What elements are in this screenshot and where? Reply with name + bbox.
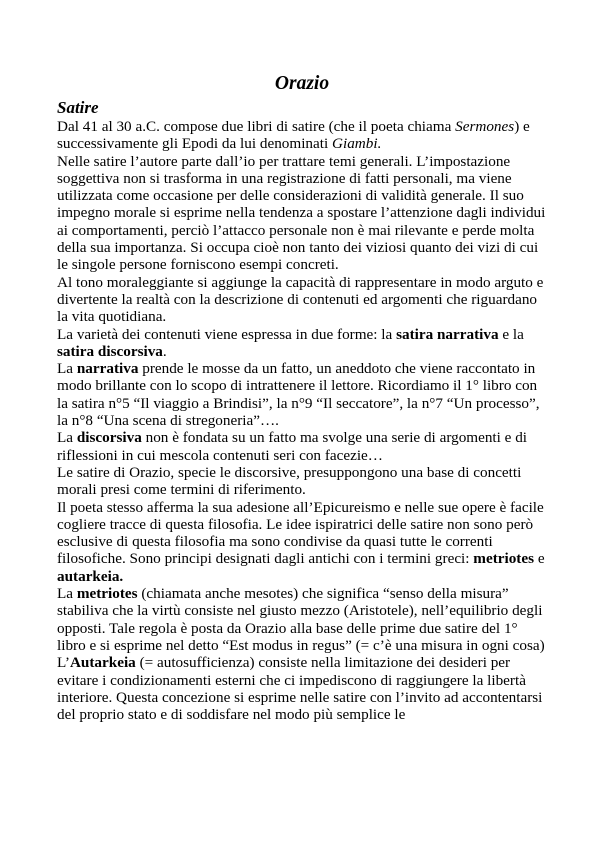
document-body bbox=[57, 118, 547, 723]
bold-term: discorsiva bbox=[76, 429, 142, 447]
text-run: Il poeta stesso afferma la sua adesione all’Epicureismo e nelle sue opere è facile cogliere tracce di questa filosofia. Le idee ispiratrici delle satire non sono però esclusive di questa filosofia ma sono condivise da quasi tutte le correnti filosofiche. Sono principi designati dagli antichi con i termini greci: bbox=[57, 498, 544, 568]
bold-term: satira discorsiva bbox=[57, 342, 163, 360]
bold-term: Autarkeia bbox=[69, 654, 136, 672]
text-run: (= autosufficienza) consiste nella limitazione dei desideri per evitare i condizionamenti esterni che ci impediscono di raggiungere la libertà interiore. Questa concezione si esprime nelle satire con l’invito ad accontentarsi del proprio stato e di soddisfare nel modo più semplice le bbox=[57, 654, 543, 724]
text-run: . bbox=[162, 342, 167, 360]
text-run: e la bbox=[498, 325, 524, 343]
text-run: L’ bbox=[57, 654, 70, 672]
text-run: Le satire di Orazio, specie le discorsive, presuppongono una base di concetti morali presi come termini di riferimento. bbox=[57, 463, 522, 499]
bold-term: metriotes bbox=[76, 585, 138, 603]
text-run: non è fondata su un fatto ma svolge una serie di argomenti e di riflessioni in cui mescola contenuti seri con facezie… bbox=[57, 429, 528, 464]
paragraph bbox=[57, 153, 547, 274]
text-run: La varietà dei contenuti viene espressa in due forme: la bbox=[57, 325, 397, 343]
paragraph bbox=[57, 429, 547, 464]
text-run: ) e successivamente gli Epodi da lui denominati bbox=[57, 118, 530, 153]
paragraph bbox=[57, 360, 547, 429]
document-title: Orazio bbox=[274, 73, 330, 94]
paragraph bbox=[57, 654, 547, 723]
text-run: (chiamata anche mesotes) che significa “senso della misura” stabiliva che la virtù consiste nel giusto mezzo (Aristotele), nell’equilibrio degli opposti. Tale regola è posta da Orazio alla base delle prime due satire del 1° libro e si esprime nel detto “Est modus in regus” (= c’è una misura in ogni cosa) bbox=[57, 585, 545, 654]
text-run: Dal 41 al 30 a.C. compose due libri di satire (che il poeta chiama bbox=[57, 118, 456, 135]
section-heading: Satire bbox=[57, 98, 99, 117]
text-run: La bbox=[57, 429, 77, 447]
bold-term: narrativa bbox=[76, 360, 139, 378]
paragraph bbox=[57, 464, 547, 499]
paragraph bbox=[57, 326, 547, 361]
text-run: La bbox=[57, 360, 77, 378]
italic-term: Giambi. bbox=[332, 135, 382, 153]
text-run: Al tono moraleggiante si aggiunge la capacità di rappresentare in modo arguto e divertente la realtà con la descrizione di contenuti ed argomenti che riguardano la vita quotidiana. bbox=[57, 273, 544, 326]
paragraph bbox=[57, 118, 547, 153]
italic-term: Sermones bbox=[455, 118, 515, 135]
text-run: Nelle satire l’autore parte dall’io per trattare temi generali. L’impostazione soggettiva non si trasforma in una registrazione di fatti personali, ma viene utilizzata come occasione per delle considerazioni di validità generale. Il suo impegno morale si esprime nella tendenza a spostare l’attenzione dagli individui ai comportamenti, perciò l’attacco personale non è mai rilevante e perde molta della sua importanza. Si occupa cioè non tanto dei viziosi quanto dei vizi di cui le singole persone forniscono esempi concreti. bbox=[57, 152, 546, 274]
paragraph bbox=[57, 585, 547, 654]
text-run: e bbox=[534, 550, 545, 568]
bold-term: autarkeia. bbox=[57, 567, 124, 585]
paragraph bbox=[57, 499, 547, 585]
document-page bbox=[57, 72, 547, 723]
bold-term: satira narrativa bbox=[396, 325, 499, 343]
paragraph bbox=[57, 274, 547, 326]
bold-term: metriotes bbox=[473, 550, 535, 568]
text-run: La bbox=[57, 585, 77, 603]
text-run: prende le mosse da un fatto, un aneddoto che viene raccontato in modo brillante con lo scopo di intrattenere il lettore. Ricordiamo il 1° libro con la satira n°5 “Il viaggio a Brindisi”, la n°9 “Il seccatore”, la n°7 “Un processo”, la n°8 “Una scena di stregoneria”…. bbox=[57, 360, 540, 430]
